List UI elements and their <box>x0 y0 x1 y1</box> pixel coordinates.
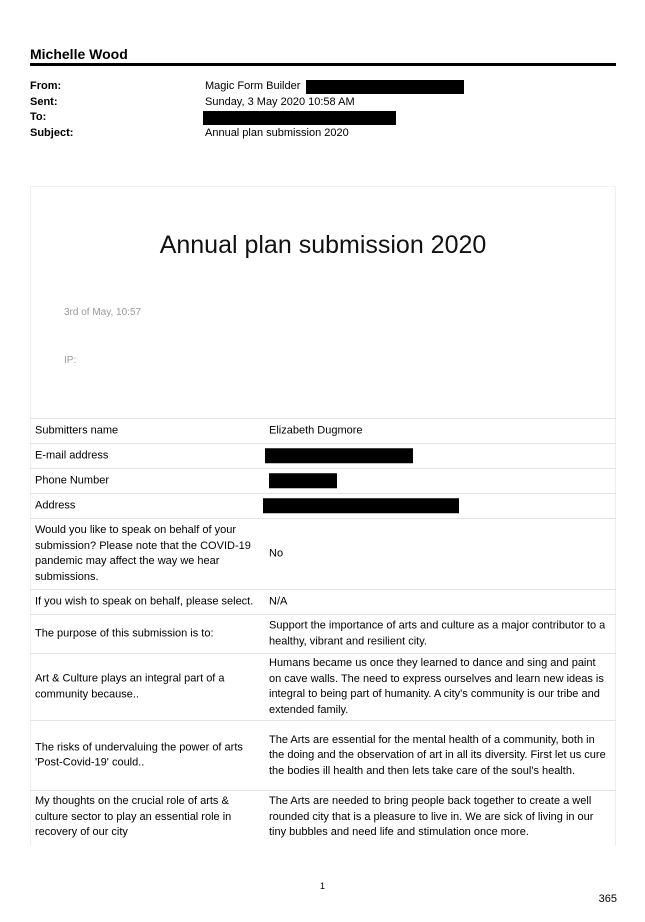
from-sender: Magic Form Builder <box>205 80 301 92</box>
redaction-bar <box>203 111 396 125</box>
table-row <box>30 614 616 653</box>
sent-value: Sunday, 3 May 2020 10:58 AM <box>205 95 355 108</box>
subject-label: Subject: <box>30 126 74 139</box>
page-number: 1 <box>319 881 325 891</box>
row-question: Art & Culture plays an integral part of a community because.. <box>35 672 225 700</box>
row-question: Would you like to speak on behalf of your submission? Please note that the COVID-19 pandemic may affect the way we hear submissions. <box>35 524 251 583</box>
row-answer: The Arts are needed to bring people back together to create a well rounded city that is a pleasure to live in. We are sick of living in our tiny bubbles and need life and stimulation once more. <box>269 794 594 838</box>
table-row <box>30 720 616 790</box>
table-row <box>30 653 616 720</box>
owner-name: Michelle Wood <box>30 46 128 62</box>
from-row <box>30 80 620 96</box>
table-row <box>30 493 616 518</box>
row-question: E-mail address <box>35 449 109 462</box>
row-answer: N/A <box>269 595 288 608</box>
subject-value: Annual plan submission 2020 <box>205 126 349 139</box>
row-answer: The Arts are essential for the mental health of a community, both in the doing and the observation of art in all its diversity. First let us cure the bodies ill health and then lets take care of the soul's health. <box>269 733 606 777</box>
row-answer: Support the importance of arts and culture as a major contributor to a healthy, vibrant and resilient city. <box>269 619 606 647</box>
row-question: If you wish to speak on behalf, please select. <box>35 595 254 608</box>
table-row <box>30 589 616 614</box>
row-question: My thoughts on the crucial role of arts & culture sector to play an essential role in recovery of our city <box>35 794 232 838</box>
table-row <box>30 790 616 843</box>
table-row <box>30 443 616 468</box>
to-value <box>203 111 396 125</box>
to-row <box>30 111 620 127</box>
row-answer <box>269 473 609 489</box>
row-answer <box>263 498 603 514</box>
submission-table <box>30 418 616 843</box>
row-answer <box>265 448 605 464</box>
subject-row <box>30 127 620 143</box>
sent-label: Sent: <box>30 95 58 108</box>
row-question: The purpose of this submission is to: <box>35 627 214 640</box>
row-question: The risks of undervaluing the power of arts 'Post-Covid-19' could.. <box>35 741 243 769</box>
row-answer: No <box>269 547 284 560</box>
redaction-bar <box>269 473 337 488</box>
row-answer: Humans became us once they learned to dance and sing and paint on cave walls. The need to express ourselves and learn new ideas is integral to being part of humanity. A city's community is our tribe and extended family. <box>269 657 604 716</box>
form-timestamp: 3rd of May, 10:57 <box>64 307 142 318</box>
redaction-bar <box>306 80 464 94</box>
from-label: From: <box>30 80 62 92</box>
form-frame-top <box>30 186 616 187</box>
document-stamp: 365 <box>598 893 617 905</box>
email-header <box>30 80 620 142</box>
to-label: To: <box>30 111 47 123</box>
table-row <box>30 518 616 589</box>
owner-divider <box>30 63 616 66</box>
form-ip-label: IP: <box>64 355 77 366</box>
table-row <box>30 468 616 493</box>
table-row <box>30 418 616 443</box>
row-question: Phone Number <box>35 474 109 487</box>
from-value <box>205 80 464 94</box>
form-title: Annual plan submission 2020 <box>159 231 487 259</box>
row-question: Submitters name <box>35 424 119 437</box>
redaction-bar <box>263 498 459 513</box>
row-answer: Elizabeth Dugmore <box>269 424 363 437</box>
redaction-bar <box>265 448 413 463</box>
sent-row <box>30 96 620 112</box>
row-question: Address <box>35 499 76 512</box>
